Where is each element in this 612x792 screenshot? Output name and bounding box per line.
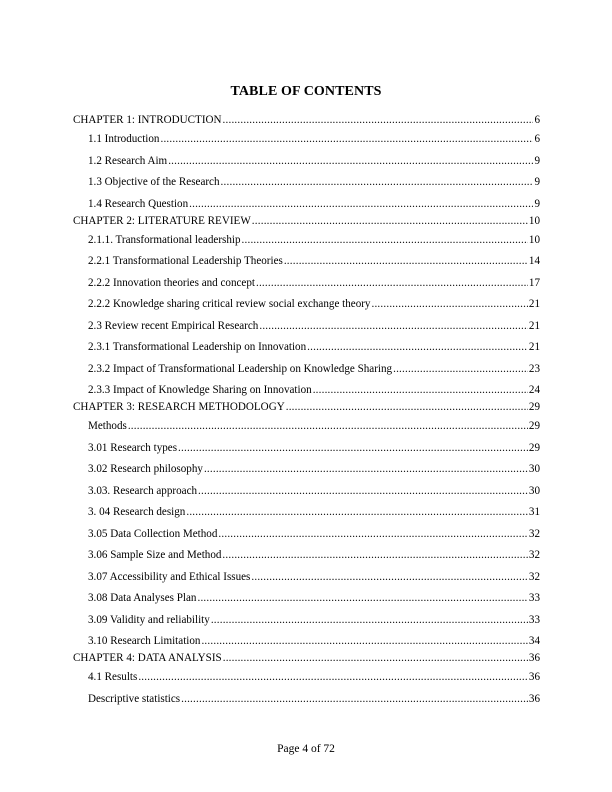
toc-title: TABLE OF CONTENTS bbox=[230, 84, 382, 99]
toc-section-entry[interactable] bbox=[73, 462, 540, 476]
toc-chapter-entry[interactable] bbox=[73, 214, 540, 228]
toc-entry-page-number: 9 bbox=[534, 197, 540, 210]
toc-entry-page-number: 36 bbox=[528, 652, 540, 664]
toc-dot-leader bbox=[371, 297, 527, 311]
toc-entry-label: 1.2 Research Aim bbox=[88, 154, 168, 167]
toc-section-entry[interactable] bbox=[73, 419, 540, 433]
toc-entry-page-number: 32 bbox=[528, 549, 540, 561]
toc-section-entry[interactable] bbox=[73, 383, 540, 397]
toc-section-entry[interactable] bbox=[73, 319, 540, 333]
toc-section-entry[interactable] bbox=[73, 362, 540, 376]
toc-entry-label: 3.06 Sample Size and Method bbox=[88, 549, 222, 561]
toc-dot-leader bbox=[307, 340, 528, 354]
table-of-contents bbox=[73, 113, 540, 713]
toc-dot-leader bbox=[222, 548, 527, 562]
toc-chapter-entry[interactable] bbox=[73, 651, 540, 665]
toc-entry-label: CHAPTER 4: DATA ANALYSIS bbox=[73, 652, 222, 664]
toc-entry-label: 1.1 Introduction bbox=[88, 133, 160, 145]
toc-entry-page-number: 29 bbox=[528, 401, 540, 413]
toc-entry-label: 3.10 Research Limitation bbox=[88, 635, 201, 647]
toc-entry-label: 4.1 Results bbox=[88, 671, 138, 683]
toc-entry-page-number: 31 bbox=[528, 506, 540, 518]
toc-entry-label: 2.2.1 Transformational Leadership Theories bbox=[88, 255, 283, 267]
toc-section-entry[interactable] bbox=[73, 505, 540, 519]
toc-entry-label: 2.1.1. Transformational leadership bbox=[88, 233, 241, 246]
toc-dot-leader bbox=[211, 613, 528, 627]
toc-section-entry[interactable] bbox=[73, 154, 540, 168]
toc-entry-label: CHAPTER 3: RESEARCH METHODOLOGY bbox=[73, 401, 285, 413]
toc-entry-page-number: 32 bbox=[528, 527, 540, 540]
toc-entry-page-number: 21 bbox=[528, 319, 540, 332]
toc-dot-leader bbox=[221, 175, 534, 189]
toc-dot-leader bbox=[393, 362, 528, 376]
toc-section-entry[interactable] bbox=[73, 527, 540, 541]
toc-entry-label: Methods bbox=[88, 420, 127, 432]
toc-dot-leader bbox=[181, 692, 528, 706]
toc-section-entry[interactable] bbox=[73, 570, 540, 584]
toc-entry-page-number: 24 bbox=[528, 384, 540, 396]
toc-entry-page-number: 36 bbox=[528, 671, 540, 683]
toc-dot-leader bbox=[259, 319, 528, 333]
toc-dot-leader bbox=[168, 154, 533, 168]
toc-entry-label: 3. 04 Research design bbox=[88, 506, 186, 518]
toc-entry-label: 3.07 Accessibility and Ethical Issues bbox=[88, 570, 251, 583]
toc-entry-label: 2.3.2 Impact of Transformational Leadership on Knowledge Sharing bbox=[88, 362, 393, 375]
toc-dot-leader bbox=[284, 254, 528, 268]
toc-dot-leader bbox=[160, 132, 533, 146]
toc-entry-page-number: 23 bbox=[528, 362, 540, 375]
toc-section-entry[interactable] bbox=[73, 634, 540, 648]
toc-entry-page-number: 29 bbox=[528, 420, 540, 432]
toc-dot-leader bbox=[223, 113, 534, 127]
toc-dot-leader bbox=[178, 441, 528, 455]
toc-entry-page-number: 10 bbox=[528, 233, 540, 246]
toc-entry-label: 1.4 Research Question bbox=[88, 197, 189, 210]
toc-section-entry[interactable] bbox=[73, 548, 540, 562]
toc-section-entry[interactable] bbox=[73, 591, 540, 605]
toc-dot-leader bbox=[201, 634, 527, 648]
toc-dot-leader bbox=[313, 383, 528, 397]
toc-entry-label: 2.3 Review recent Empirical Research bbox=[88, 319, 259, 332]
toc-entry-label: 2.2.2 Innovation theories and concept bbox=[88, 276, 255, 289]
toc-entry-page-number: 30 bbox=[528, 463, 540, 475]
toc-entry-page-number: 33 bbox=[528, 613, 540, 626]
toc-dot-leader bbox=[242, 233, 528, 247]
toc-dot-leader bbox=[204, 462, 528, 476]
toc-entry-label: CHAPTER 1: INTRODUCTION bbox=[73, 114, 222, 126]
toc-section-entry[interactable] bbox=[73, 340, 540, 354]
toc-entry-page-number: 6 bbox=[534, 133, 540, 145]
toc-section-entry[interactable] bbox=[73, 297, 540, 311]
toc-section-entry[interactable] bbox=[73, 613, 540, 627]
toc-entry-label: 3.08 Data Analyses Plan bbox=[88, 592, 197, 604]
toc-entry-page-number: 33 bbox=[528, 592, 540, 604]
toc-entry-page-number: 10 bbox=[528, 214, 540, 227]
toc-entry-label: 2.3.1 Transformational Leadership on Innovation bbox=[88, 341, 307, 353]
toc-dot-leader bbox=[252, 214, 528, 228]
toc-section-entry[interactable] bbox=[73, 670, 540, 684]
toc-entry-label: 2.3.3 Impact of Knowledge Sharing on Innovation bbox=[88, 384, 312, 396]
toc-entry-page-number: 17 bbox=[528, 276, 540, 289]
toc-entry-page-number: 21 bbox=[528, 341, 540, 353]
toc-dot-leader bbox=[286, 400, 528, 414]
toc-entry-page-number: 14 bbox=[528, 255, 540, 267]
toc-entry-page-number: 21 bbox=[528, 298, 540, 310]
toc-section-entry[interactable] bbox=[73, 197, 540, 211]
toc-entry-page-number: 34 bbox=[528, 635, 540, 647]
toc-dot-leader bbox=[197, 591, 527, 605]
toc-entry-label: 3.03. Research approach bbox=[88, 484, 198, 497]
toc-entry-page-number: 6 bbox=[534, 114, 540, 126]
toc-dot-leader bbox=[186, 505, 528, 519]
toc-section-entry[interactable] bbox=[73, 132, 540, 146]
toc-chapter-entry[interactable] bbox=[73, 113, 540, 127]
toc-entry-page-number: 30 bbox=[528, 484, 540, 497]
toc-chapter-entry[interactable] bbox=[73, 400, 540, 414]
toc-section-entry[interactable] bbox=[73, 175, 540, 189]
page-number-footer: Page 4 of 72 bbox=[277, 743, 335, 755]
toc-entry-label: CHAPTER 2: LITERATURE REVIEW bbox=[73, 214, 251, 227]
toc-entry-label: 3.02 Research philosophy bbox=[88, 463, 203, 475]
toc-entry-page-number: 29 bbox=[528, 441, 540, 454]
toc-entry-label: Descriptive statistics bbox=[88, 692, 181, 705]
toc-entry-label: 2.2.2 Knowledge sharing critical review social exchange theory bbox=[88, 298, 371, 310]
toc-entry-page-number: 36 bbox=[528, 692, 540, 705]
toc-entry-page-number: 9 bbox=[534, 176, 540, 188]
toc-dot-leader bbox=[223, 651, 528, 665]
toc-dot-leader bbox=[198, 484, 528, 498]
toc-entry-label: 3.01 Research types bbox=[88, 441, 178, 454]
toc-entry-label: 3.05 Data Collection Method bbox=[88, 527, 218, 540]
toc-entry-page-number: 32 bbox=[528, 570, 540, 583]
toc-entry-label: 1.3 Objective of the Research bbox=[88, 176, 220, 188]
toc-dot-leader bbox=[189, 197, 533, 211]
toc-section-entry[interactable] bbox=[73, 233, 540, 247]
toc-section-entry[interactable] bbox=[73, 254, 540, 268]
toc-dot-leader bbox=[256, 276, 528, 290]
toc-dot-leader bbox=[138, 670, 528, 684]
toc-dot-leader bbox=[218, 527, 528, 541]
toc-entry-label: 3.09 Validity and reliability bbox=[88, 613, 210, 626]
toc-section-entry[interactable] bbox=[73, 484, 540, 498]
toc-section-entry[interactable] bbox=[73, 692, 540, 706]
toc-dot-leader bbox=[128, 419, 528, 433]
toc-section-entry[interactable] bbox=[73, 441, 540, 455]
toc-section-entry[interactable] bbox=[73, 276, 540, 290]
toc-entry-page-number: 9 bbox=[534, 154, 540, 167]
toc-dot-leader bbox=[251, 570, 528, 584]
